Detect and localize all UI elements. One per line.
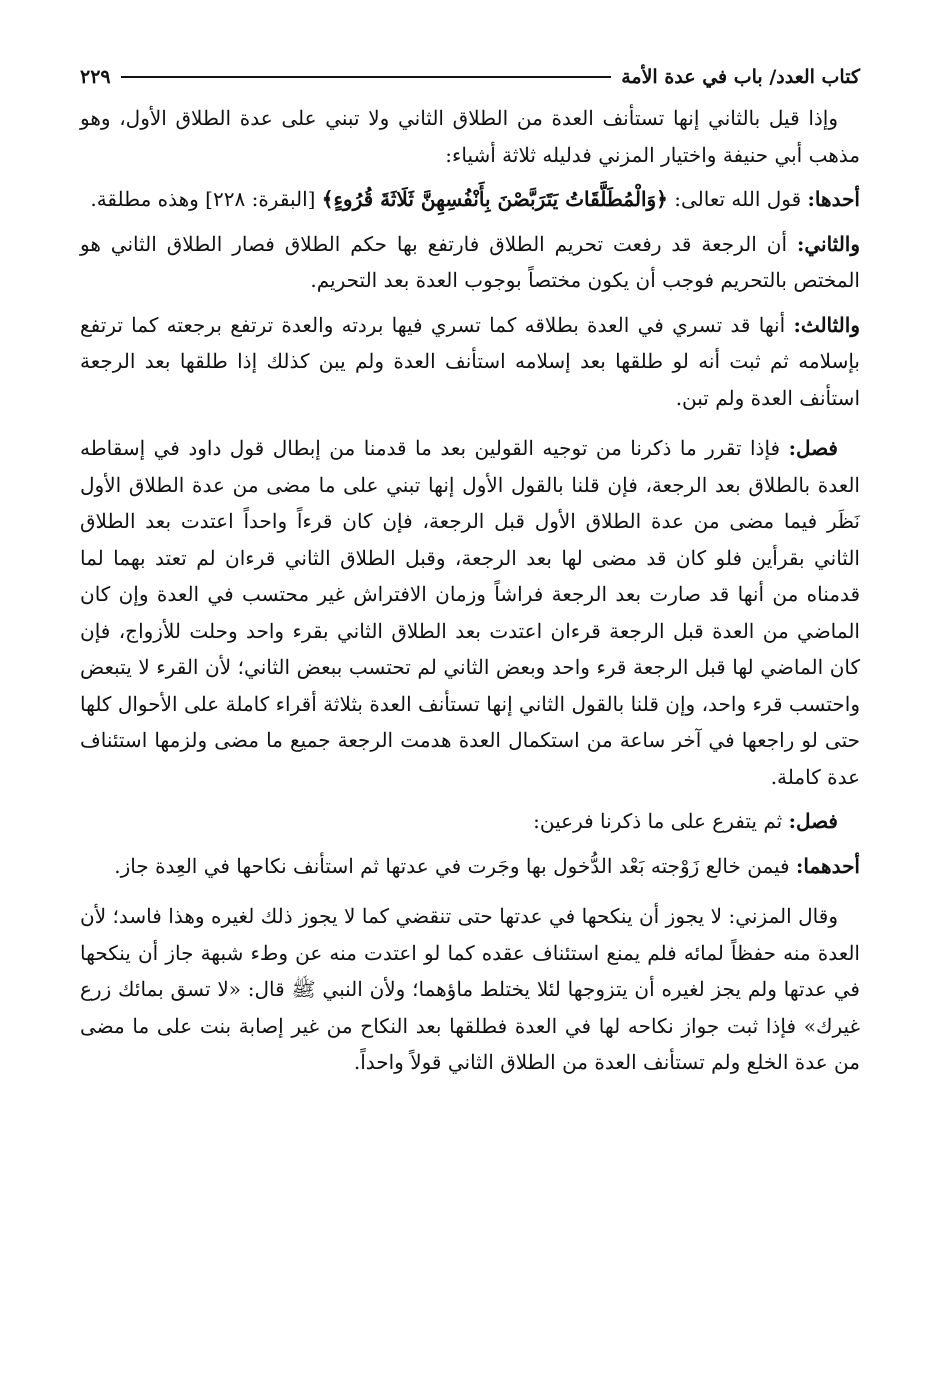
paragraph-first-branch: [80, 848, 860, 885]
page-body: [80, 100, 860, 1081]
paragraph-first-proof: [80, 181, 860, 218]
page-number: ٢٢٩: [80, 66, 111, 88]
paragraph-text: قول الله تعالى:: [674, 187, 802, 211]
paragraph-intro: [80, 100, 860, 173]
paragraph-text: أن الرجعة قد رفعت تحريم الطلاق فارتفع بها حكم الطلاق فصار الطلاق الثاني هو المختص بالتحريم فوجب أن يكون مختصاً بوجوب العدة بعد التحريم.: [80, 231, 860, 292]
paragraph-text: فإذا تقرر ما ذكرنا من توجيه القولين بعد ما قدمنا من إبطال قول داود في إسقاطه العدة بالطلاق بعد الرجعة، فإن قلنا بالقول الأول إنها تبني على ما مضى من عدة الطلاق الأول نَظَر فيما مضى من عدة الطلاق الأول قبل الرجعة، فإن كان قرءاً واحداً اعتدت بعد الطلاق الثاني بقرأين فلو كان قد مضى لها بعد الرجعة، وقبل الطلاق الثاني قرءان لم تعتد بهما لما قدمناه من أنها قد صارت بعد الرجعة فراشاً وزمان الافتراش غير محتسب في العدة وإن كان الماضي من العدة قبل الرجعة قرءان اعتدت بعد الطلاق الثاني بقرء واحد وحلت للأزواج، فإن كان الماضي لها قبل الرجعة قرء واحد وبعض الثاني لم تحتسب ببعض الثاني؛ لأن القرء لا يتبعض واحتسب قرء واحد، وإن قلنا بالقول الثاني إنها تستأنف العدة بثلاثة أقراء كاملة على الأحوال كلها حتى لو راجعها في آخر ساعة من استكمال العدة هدمت الرجعة جميع ما مضى ولزمها استئناف عدة كاملة.: [80, 436, 860, 789]
paragraph-lead: والثالث:: [793, 312, 860, 337]
paragraph-text: وإذا قيل بالثاني إنها تستأنف العدة من الطلاق الثاني ولا تبني على عدة الطلاق الأول، وهو مذهب أبي حنيفة واختيار المزني فدليله ثلاثة أشياء:: [80, 106, 860, 167]
paragraph-text: فيمن خالع زَوْجته بَعْد الدُّخول بها وجَرت في عدتها ثم استأنف نكاحها في العِدة جاز.: [114, 853, 790, 878]
verse-reference: [البقرة: ٢٢٨] وهذه مطلقة.: [90, 187, 316, 211]
paragraph-text: ثم يتفرع على ما ذكرنا فرعين:: [533, 809, 783, 833]
paragraph-lead: أحدهما:: [795, 853, 860, 878]
paragraph-section-2: [80, 803, 860, 840]
paragraph-lead: فصل:: [788, 809, 838, 833]
quran-verse: ﴿وَالْمُطَلَّقَاتُ يَتَرَبَّصْنَ بِأَنْفُسِهِنَّ ثَلَاثَةَ قُرُوءٍ﴾: [321, 187, 668, 211]
paragraph-lead: أحدها:: [807, 187, 860, 211]
paragraph-lead: والثاني:: [796, 231, 861, 256]
chapter-title: كتاب العدد/ باب في عدة الأمة: [621, 66, 860, 88]
running-header: [80, 58, 860, 96]
paragraph-text: أنها قد تسري في العدة بطلاقه كما تسري فيها بردته والعدة ترتفع برجعته كما ترتفع بإسلامه ثم ثبت أنه لو طلقها بعد إسلامه استأنف العدة ولم يبن كذلك إذا طلقها بعد الرجعة استأنف العدة ولم تبن.: [80, 312, 860, 410]
paragraph-section-1: [80, 430, 860, 795]
paragraph-lead: فصل:: [788, 436, 838, 460]
header-rule: [121, 76, 612, 78]
paragraph-second-proof: [80, 226, 860, 299]
paragraph-text: وقال المزني: لا يجوز أن ينكحها في عدتها حتى تنقضي كما لا يجوز ذلك لغيره وهذا فاسد؛ لأن العدة منه حفظاً لمائه فلم يمنع استئناف عقده كما لو اعتدت منه عن وطء شبهة جاز أن ينكحها في عدتها ولم يجز لغيره أن يتزوجها لئلا يختلط ماؤهما؛ ولأن النبي ﷺ قال: «لا تسق بمائك زرع غيرك» فإذا ثبت جواز نكاحه لها في العدة فطلقها بعد النكاح من غير إصابة بنت على ما مضى من عدة الخلع ولم تستأنف العدة من الطلاق الثاني قولاً واحداً.: [80, 904, 860, 1074]
paragraph-muzani: [80, 898, 860, 1081]
paragraph-third-proof: [80, 307, 860, 417]
